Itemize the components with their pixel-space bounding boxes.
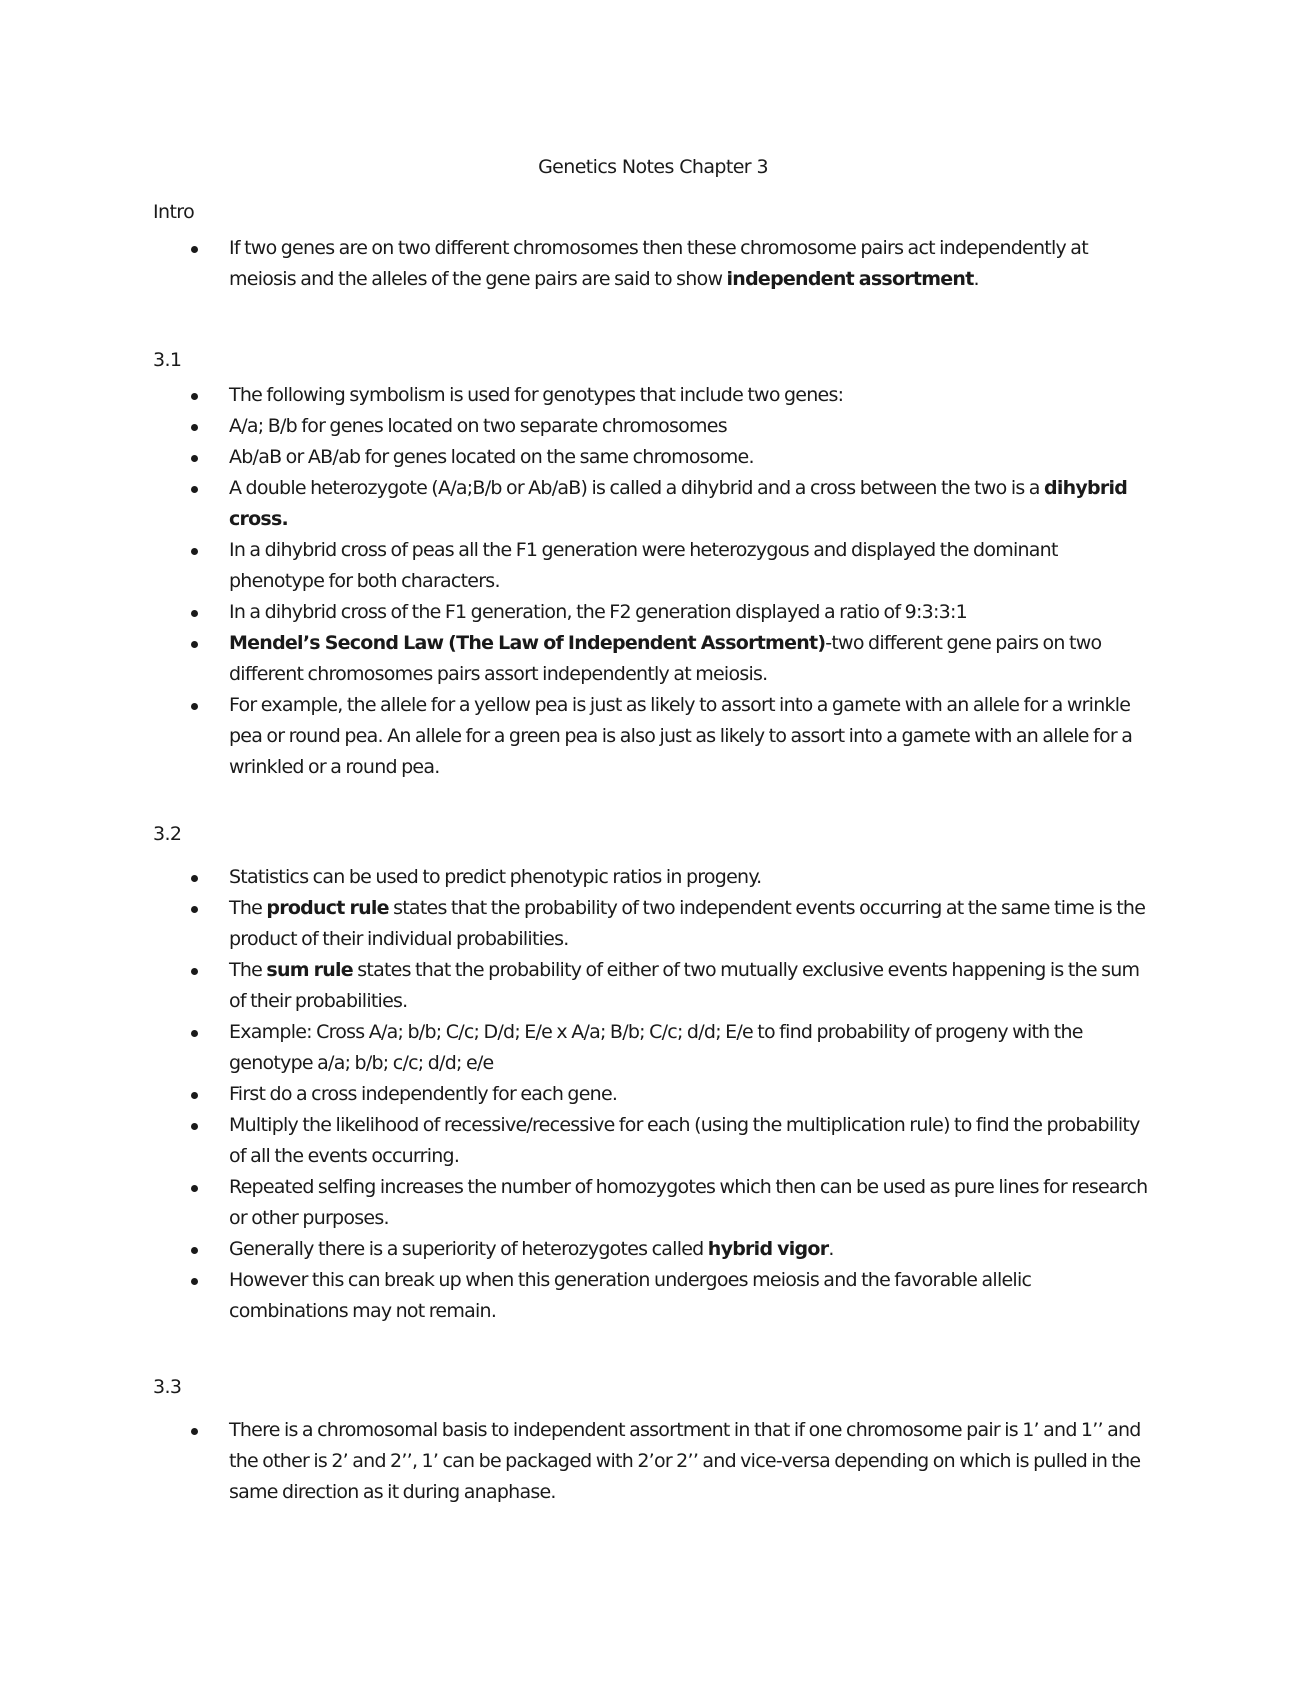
bullet-icon <box>191 486 198 493</box>
list-item: Generally there is a superiority of heterozygotes called hybrid vigor. <box>0 1234 1154 1265</box>
list-item: Multiply the likelihood of recessive/recessive for each (using the multiplication rule) to find the probability of all the events occurring. <box>0 1110 1154 1172</box>
list-item: A double heterozygote (A/a;B/b or Ab/aB) is called a dihybrid and a cross between the two is a dihybrid cross. <box>0 473 1154 535</box>
bullet-icon <box>191 548 198 555</box>
bullet-icon <box>191 1030 198 1037</box>
bullet-list-3-1 <box>0 380 1306 783</box>
bullet-icon <box>191 1428 198 1435</box>
list-item: The sum rule states that the probability of either of two mutually exclusive events happening is the sum of their probabilities. <box>0 955 1154 1017</box>
list-item: In a dihybrid cross of peas all the F1 generation were heterozygous and displayed the dominant phenotype for both characters. <box>0 535 1154 597</box>
bullet-list-3-3 <box>0 1415 1306 1508</box>
bullet-icon <box>191 1247 198 1254</box>
section-heading-3-3: 3.3 <box>153 1376 182 1398</box>
bullet-list-3-2 <box>0 862 1306 1327</box>
bullet-icon <box>191 1092 198 1099</box>
bullet-icon <box>191 1123 198 1130</box>
list-item: Example: Cross A/a; b/b; C/c; D/d; E/e x A/a; B/b; C/c; d/d; E/e to find probability of progeny with the genotype a/a; b/b; c/c; d/d; e/e <box>0 1017 1154 1079</box>
bullet-icon <box>191 393 198 400</box>
list-item: Repeated selfing increases the number of homozygotes which then can be used as pure lines for research or other purposes. <box>0 1172 1154 1234</box>
bullet-icon <box>191 246 198 253</box>
list-item: The product rule states that the probability of two independent events occurring at the same time is the product of their individual probabilities. <box>0 893 1154 955</box>
list-item: Ab/aB or AB/ab for genes located on the same chromosome. <box>0 442 1154 473</box>
section-heading-3-2: 3.2 <box>153 823 182 845</box>
bullet-icon <box>191 703 198 710</box>
list-item: First do a cross independently for each gene. <box>0 1079 1154 1110</box>
list-item: Statistics can be used to predict phenotypic ratios in progeny. <box>0 862 1154 893</box>
bullet-icon <box>191 875 198 882</box>
bullet-icon <box>191 455 198 462</box>
bullet-icon <box>191 1278 198 1285</box>
list-item: There is a chromosomal basis to independent assortment in that if one chromosome pair is 1’ and 1’’ and the other is 2’ and 2’’, 1’ can be packaged with 2’or 2’’ and vice-versa depending on which is pulled in the same direction as it during anaphase. <box>0 1415 1154 1508</box>
bullet-icon <box>191 610 198 617</box>
bullet-list-intro <box>0 233 1306 295</box>
document-title: Genetics Notes Chapter 3 <box>538 156 768 178</box>
list-item: Mendel’s Second Law (The Law of Independent Assortment)-two different gene pairs on two different chromosomes pairs assort independently at meiosis. <box>0 628 1154 690</box>
list-item: In a dihybrid cross of the F1 generation, the F2 generation displayed a ratio of 9:3:3:1 <box>0 597 1154 628</box>
list-item: For example, the allele for a yellow pea is just as likely to assort into a gamete with an allele for a wrinkle pea or round pea. An allele for a green pea is also just as likely to assort into a gamete with an allele for a wrinkled or a round pea. <box>0 690 1154 783</box>
list-item: A/a; B/b for genes located on two separate chromosomes <box>0 411 1154 442</box>
bullet-icon <box>191 424 198 431</box>
bullet-icon <box>191 641 198 648</box>
section-heading-3-1: 3.1 <box>153 349 182 371</box>
list-item: If two genes are on two different chromosomes then these chromosome pairs act independently at meiosis and the alleles of the gene pairs are said to show independent assortment. <box>0 233 1154 295</box>
list-item: The following symbolism is used for genotypes that include two genes: <box>0 380 1154 411</box>
list-item: However this can break up when this generation undergoes meiosis and the favorable allelic combinations may not remain. <box>0 1265 1154 1327</box>
bullet-icon <box>191 1185 198 1192</box>
bullet-icon <box>191 906 198 913</box>
bullet-icon <box>191 968 198 975</box>
section-heading-intro: Intro <box>153 201 195 223</box>
